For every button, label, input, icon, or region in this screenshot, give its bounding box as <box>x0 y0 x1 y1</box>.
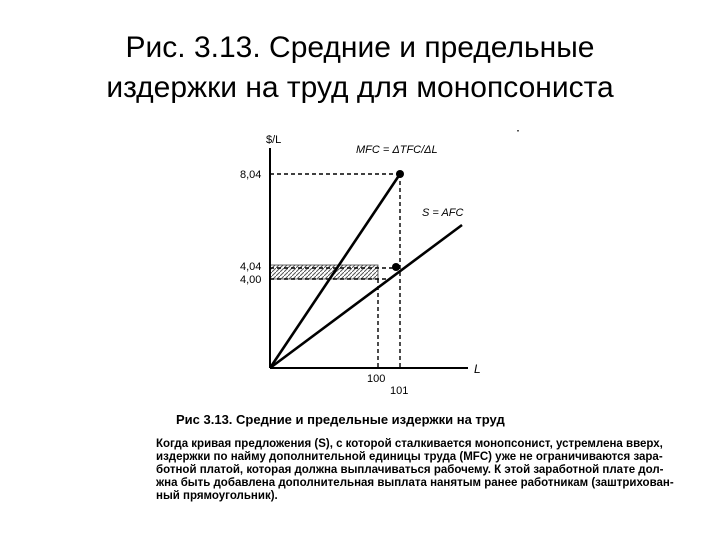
afc-series-label: S = AFC <box>422 207 464 219</box>
scan-speck <box>517 130 519 132</box>
slide-title-line-1: Рис. 3.13. Средние и предельные <box>125 31 595 64</box>
y-tick-4-04: 4,04 <box>240 261 262 273</box>
caption-line-2: издержки по найму дополнительной единицы труда (MFC) уже не ограничиваются зара- <box>156 451 663 463</box>
caption-title: Рис 3.13. Средние и предельные издержки на труд <box>176 412 505 427</box>
afc-supply-line <box>270 225 462 368</box>
y-axis-label: $/L <box>266 134 282 146</box>
shaded-rectangle <box>270 265 378 279</box>
afc-point <box>392 263 400 271</box>
caption-line-1: Когда кривая предложения (S), с которой сталкивается монопсонист, устремлена вверх, <box>156 438 663 450</box>
caption-line-5: ный прямоугольник). <box>156 490 278 502</box>
mfc-series-label: MFC = ΔTFC/ΔL <box>356 144 438 156</box>
caption-line-4: жна быть добавлена дополнительная выплата нанятым ранее работникам (заштрихован- <box>156 477 674 489</box>
slide-title-line-2: издержки на труд для монопсониста <box>106 71 614 104</box>
mfc-point <box>396 170 404 178</box>
x-axis-label: L <box>474 362 481 376</box>
y-tick-8-04: 8,04 <box>240 169 262 181</box>
x-tick-100: 100 <box>367 373 386 385</box>
x-tick-101: 101 <box>390 385 409 397</box>
y-tick-4-00: 4,00 <box>240 274 262 286</box>
caption-body <box>156 438 684 503</box>
caption-line-3: ботной платой, которая должна выплачиваться рабочему. К этой заработной плате дол- <box>156 464 664 476</box>
